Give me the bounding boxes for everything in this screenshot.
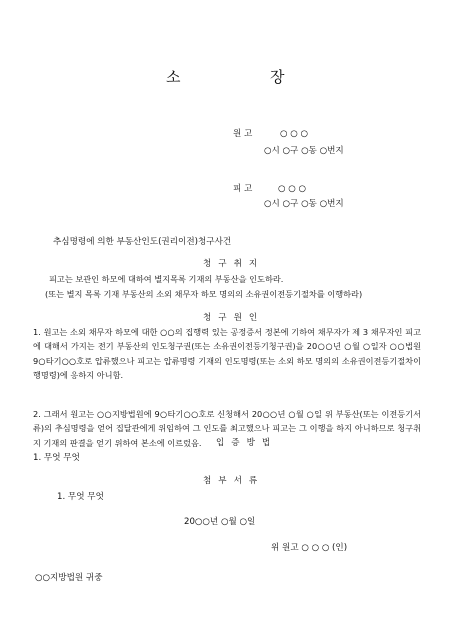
plaintiff-label: 원 고: [233, 129, 253, 139]
cause-paragraph-1: [33, 325, 421, 383]
claim-line-2: (또는 별지 목록 기재 부동산의 소외 채무자 하모 명의의 소유권이전등기절차를 이행하라): [45, 289, 363, 299]
defendant-address: ○시 ○구 ○동 ○번지: [264, 199, 344, 209]
signature-line: 위 원고 ○ ○ ○ (인): [271, 543, 348, 553]
cause-p2-number: 2.: [33, 409, 41, 419]
cause-p1-number: 1.: [33, 327, 41, 337]
cause-p2-text: 그래서 원고는 ○○지방법원에 9○타기○○호로 신청해서 20○○년 ○월 ○일 위 부동산(또는 이전등기서류)의 추심명령을 얻어 집달관에게 위임하여 그 인도를 최고했으나 피고는 그 이행을 하지 아니하므로 청구취지 기재의 판결을 얻기 위하여 본소에 이르렀음.: [33, 409, 421, 448]
section-heading-attachments: 첨부서류: [203, 476, 265, 486]
section-heading-cause: 청구원인: [203, 313, 265, 323]
plaintiff-name: ○ ○ ○: [280, 129, 308, 139]
filing-date: 20○○년 ○월 ○일: [184, 517, 256, 527]
plaintiff-address: ○시 ○구 ○동 ○번지: [264, 146, 344, 156]
title-char-1: 소: [166, 68, 181, 86]
section-heading-evidence: 입증방법: [216, 438, 278, 448]
attachment-item-1: 1. 무엇 무엇: [57, 492, 104, 502]
claim-line-1: 피고는 보관인 하모에 대하여 별지목록 기재의 부동산을 인도하라.: [49, 274, 284, 284]
title-char-2: 장: [270, 68, 285, 86]
cause-p1-text: 원고는 소외 채무자 하모에 대한 ○○의 집행력 있는 공정증서 정본에 기하여 채무자가 제 3 채무자인 피고에 대해서 가지는 전기 부동산의 인도청구권(또는 소유권이전등기청구권)을 20○○년 ○월 ○일자 ○○법원 9○타기○○호로 압류했으나 피고는 압류명령 기재의 인도명령(또는 소외 하모 명의의 소유권이전등기절차이행명령)에 응하지 아니함.: [33, 327, 422, 381]
court-addressee: ○○지방법원 귀중: [35, 573, 103, 583]
section-heading-claim: 청구취지: [203, 259, 265, 269]
defendant-label: 피 고: [233, 184, 253, 194]
defendant-name: ○ ○ ○: [278, 184, 306, 194]
case-name: 추심명령에 의한 부동산인도(권리이전)청구사건: [53, 237, 232, 247]
evidence-item-1: 1. 무엇 무엇: [33, 453, 80, 463]
